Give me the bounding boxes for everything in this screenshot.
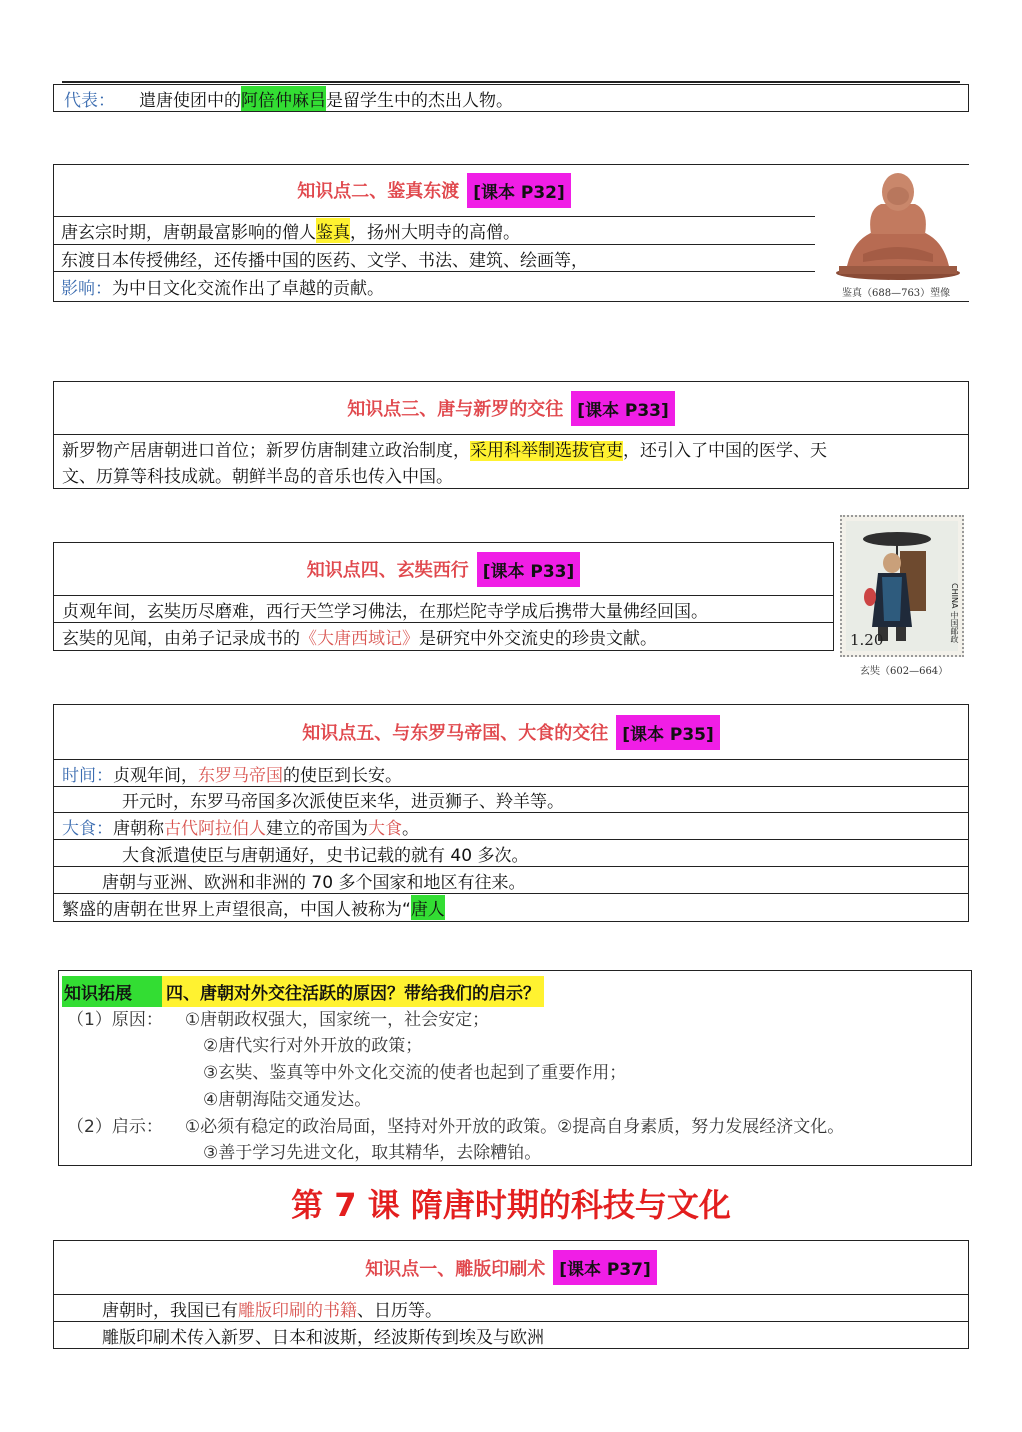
kp4-title-row <box>54 543 833 596</box>
kp5-byzantine: 东罗马帝国 <box>198 765 283 786</box>
reason-1: ①唐朝政权强大，国家统一，社会安定； <box>184 1010 490 1030</box>
kp2-row-1-pre: 唐玄宗时期，唐朝最富影响的僧人 <box>61 223 316 243</box>
kp5-dashi: 大食 <box>368 818 402 839</box>
kp2-row-3-label: 影响： <box>61 278 112 299</box>
kp5-row-3-pre: 唐朝称 <box>113 818 164 839</box>
stamp-country: CHINA 中国邮政 <box>950 583 959 643</box>
kp5-row-4-text: 大食派遣使臣与唐朝通好，史书记载的就有 40 多次。 <box>122 845 529 866</box>
kp5-row-3-label: 大食： <box>62 818 113 839</box>
inspiration-1: ①必须有稳定的政治局面，坚持对外开放的政策。②提高自身素质，努力发展经济文化。 <box>184 1117 845 1137</box>
envoy-row <box>54 85 968 111</box>
kp5-row-3-mid: 建立的帝国为 <box>266 818 368 839</box>
kp3-line-2: 文、历算等科技成就。朝鲜半岛的音乐也传入中国。 <box>62 467 453 487</box>
kp4-box <box>53 542 834 651</box>
kp1b-title: 知识点一、雕版印刷术 <box>365 1258 546 1280</box>
kp4-row-1-text: 贞观年间，玄奘历尽磨难，西行天竺学习佛法，在那烂陀寺学成后携带大量佛经回国。 <box>62 601 708 622</box>
kp5-row-2-text: 开元时，东罗马帝国多次派使臣来华，进贡狮子、羚羊等。 <box>122 792 564 812</box>
envoy-label: 代表： <box>64 90 115 111</box>
kp4-book-title: 《大唐西域记》 <box>300 629 419 649</box>
kp3-title: 知识点三、唐与新罗的交往 <box>347 399 564 420</box>
extension-line-1 <box>67 1005 489 1030</box>
kp3-line-1 <box>62 438 962 464</box>
kp4-row-2 <box>54 623 833 650</box>
kp5-row-2 <box>54 787 968 813</box>
inspiration-label: （2）启示： <box>67 1117 163 1137</box>
xuanzang-stamp-image <box>840 515 964 657</box>
kp5-row-6 <box>54 894 968 921</box>
kp5-row-6-pre: 繁盛的唐朝在世界上声望很高，中国人被称为“ <box>62 900 411 920</box>
extension-line-5 <box>67 1112 844 1137</box>
kp2-row-1-highlight: 鉴真 <box>316 218 350 243</box>
kp3-paragraph <box>62 438 962 490</box>
kp5-textbook-tag: [课本 P35] <box>616 715 720 750</box>
reason-4: ④唐朝海陆交通发达。 <box>203 1090 372 1110</box>
kp3-line-1-pre: 新罗物产居唐朝进口首位；新罗仿唐制建立政治制度， <box>62 441 470 461</box>
inspiration-2: ③善于学习先进文化，取其精华，去除糟铂。 <box>203 1143 542 1163</box>
kp5-row-1-post: 的使臣到长安。 <box>283 765 402 786</box>
kp2-textbook-tag: [课本 P32] <box>467 173 571 208</box>
kp5-arabs: 古代阿拉伯人 <box>164 818 266 839</box>
kp5-row-1 <box>54 760 968 787</box>
extension-tag: 知识拓展 <box>62 976 162 1007</box>
kp2-title: 知识点二、鉴真东渡 <box>297 181 460 202</box>
lesson-title: 第 7 课 隋唐时期的科技与文化 <box>291 1186 731 1224</box>
kp5-row-5-text: 唐朝与亚洲、欧洲和非洲的 70 多个国家和地区有往来。 <box>102 872 526 893</box>
kp3-box <box>53 381 969 489</box>
extension-title: 四、唐朝对外交往活跃的原因？带给我们的启示？ <box>162 976 544 1007</box>
kp2-row-2 <box>53 245 815 272</box>
jianzhen-caption: 鉴真（688—763）塑像 <box>842 288 951 299</box>
kp2-row-3-text: 为中日文化交流作出了卓越的贡献。 <box>112 278 384 299</box>
kp2-row-1-post: ，扬州大明寺的高僧。 <box>350 223 520 243</box>
kp5-box <box>53 704 969 922</box>
kp3-highlight: 采用科举制选拔官吏 <box>470 441 623 461</box>
kp5-row-1-pre: 贞观年间， <box>113 765 198 786</box>
kp5-row-3-post: 。 <box>402 818 419 839</box>
kp5-row-1-label: 时间： <box>62 765 113 786</box>
jianzhen-statue-image <box>833 170 963 282</box>
kp5-tangren: 唐人 <box>411 895 445 920</box>
kp4-row-1 <box>54 596 833 623</box>
kp5-row-5 <box>54 867 968 894</box>
kp1b-row-2-text: 雕版印刷术传入新罗、日本和波斯，经波斯传到埃及与欧洲 <box>102 1327 544 1348</box>
top-rule <box>62 81 960 83</box>
reasons-label: （1）原因： <box>67 1010 163 1030</box>
kp2-title-row <box>53 164 815 217</box>
kp2-row-2-text: 东渡日本传授佛经，还传播中国的医药、文学、书法、建筑、绘画等， <box>61 250 588 271</box>
kp5-title-row <box>54 705 968 760</box>
kp1b-textbook-tag: [课本 P37] <box>553 1250 657 1285</box>
kp2-row-1 <box>53 217 815 245</box>
kp1b-row-2 <box>54 1322 968 1348</box>
kp4-row-2-pre: 玄奘的见闻，由弟子记录成书的 <box>62 629 300 649</box>
kp5-row-4 <box>54 840 968 867</box>
kp3-title-row <box>54 382 968 435</box>
kp1b-row-1-pre: 唐朝时，我国已有 <box>102 1300 238 1321</box>
kp1b-title-row <box>54 1241 968 1295</box>
kp5-title: 知识点五、与东罗马帝国、大食的交往 <box>302 723 609 744</box>
kp4-title: 知识点四、玄奘西行 <box>306 560 469 581</box>
kp1b-box <box>53 1240 969 1349</box>
kp2-row-3 <box>53 272 815 300</box>
kp4-textbook-tag: [课本 P33] <box>477 552 581 587</box>
stamp-value: 1.20 <box>850 631 884 649</box>
envoy-highlight: 阿倍仲麻吕 <box>241 86 326 111</box>
reason-3: ③玄奘、鉴真等中外文化交流的使者也起到了重要作用； <box>203 1063 627 1083</box>
kp4-row-2-post: 是研究中外交流史的珍贵文献。 <box>419 629 657 649</box>
kp2-box <box>53 164 969 302</box>
kp3-line-1-post: ，还引入了中国的医学、天 <box>623 441 827 461</box>
extension-box <box>58 970 972 1166</box>
reason-2: ②唐代实行对外开放的政策； <box>203 1036 423 1056</box>
kp3-textbook-tag: [课本 P33] <box>571 391 675 426</box>
kp1b-printed-books: 雕版印刷的书籍 <box>238 1300 357 1321</box>
envoy-text-post: 是留学生中的杰出人物。 <box>326 90 513 111</box>
kp1b-row-1 <box>54 1295 968 1322</box>
kp1b-row-1-post: 、日历等。 <box>357 1300 442 1321</box>
envoy-box <box>53 84 969 112</box>
kp5-row-3 <box>54 813 968 840</box>
envoy-text-pre: 遣唐使团中的 <box>139 90 241 111</box>
extension-header <box>62 976 544 1007</box>
xuanzang-caption: 玄奘（602—664） <box>860 666 949 677</box>
